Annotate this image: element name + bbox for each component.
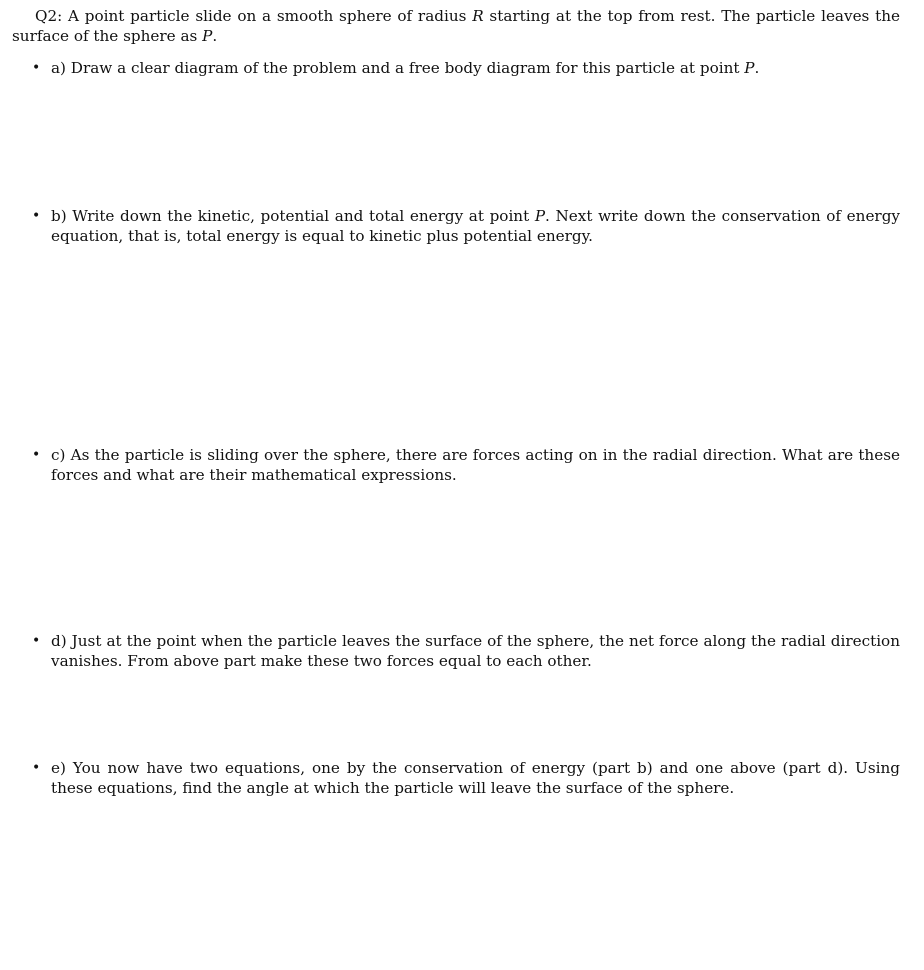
part-a-text: a) Draw a clear diagram of the problem and a free body diagram for this particle at point — [51, 59, 745, 77]
question-middle: starting at the top from rest. The particle leaves the surface of the sphere as — [12, 7, 901, 45]
part-b — [51, 206, 900, 246]
part-a — [51, 58, 900, 78]
part-c — [51, 445, 900, 485]
part-a-end: . — [754, 59, 760, 77]
question-suffix: . — [212, 27, 218, 45]
part-c-text: c) As the particle is sliding over the sphere, there are forces acting on in the radial direction. What are these forces and what are their mathematical expressions. — [51, 446, 900, 484]
variable-radius: R — [472, 7, 484, 25]
bullet-icon: • — [32, 760, 41, 776]
question-statement — [12, 6, 900, 46]
part-b-text: b) Write down the kinetic, potential and total energy at point — [51, 207, 535, 225]
part-a-variable: P — [744, 59, 755, 77]
bullet-icon: • — [32, 208, 41, 224]
part-b-end: . Next write down the conservation of energy equation, that is, total energy is equal to kinetic plus potential energy. — [51, 207, 900, 245]
part-e-text: e) You now have two equations, one by the conservation of energy (part b) and one above (part d). Using these equations, find the angle at which the particle will leave the surface of the sphere. — [51, 759, 900, 797]
part-e — [51, 758, 900, 798]
bullet-icon: • — [32, 447, 41, 463]
part-d-text: d) Just at the point when the particle leaves the surface of the sphere, the net force along the radial direction vanishes. From above part make these two forces equal to each other. — [51, 632, 900, 670]
variable-point: P — [202, 27, 213, 45]
bullet-icon: • — [32, 60, 41, 76]
question-prefix: Q2: A point particle slide on a smooth sphere of radius — [35, 7, 473, 25]
part-d — [51, 631, 900, 671]
bullet-icon: • — [32, 633, 41, 649]
part-b-variable: P — [534, 207, 546, 225]
